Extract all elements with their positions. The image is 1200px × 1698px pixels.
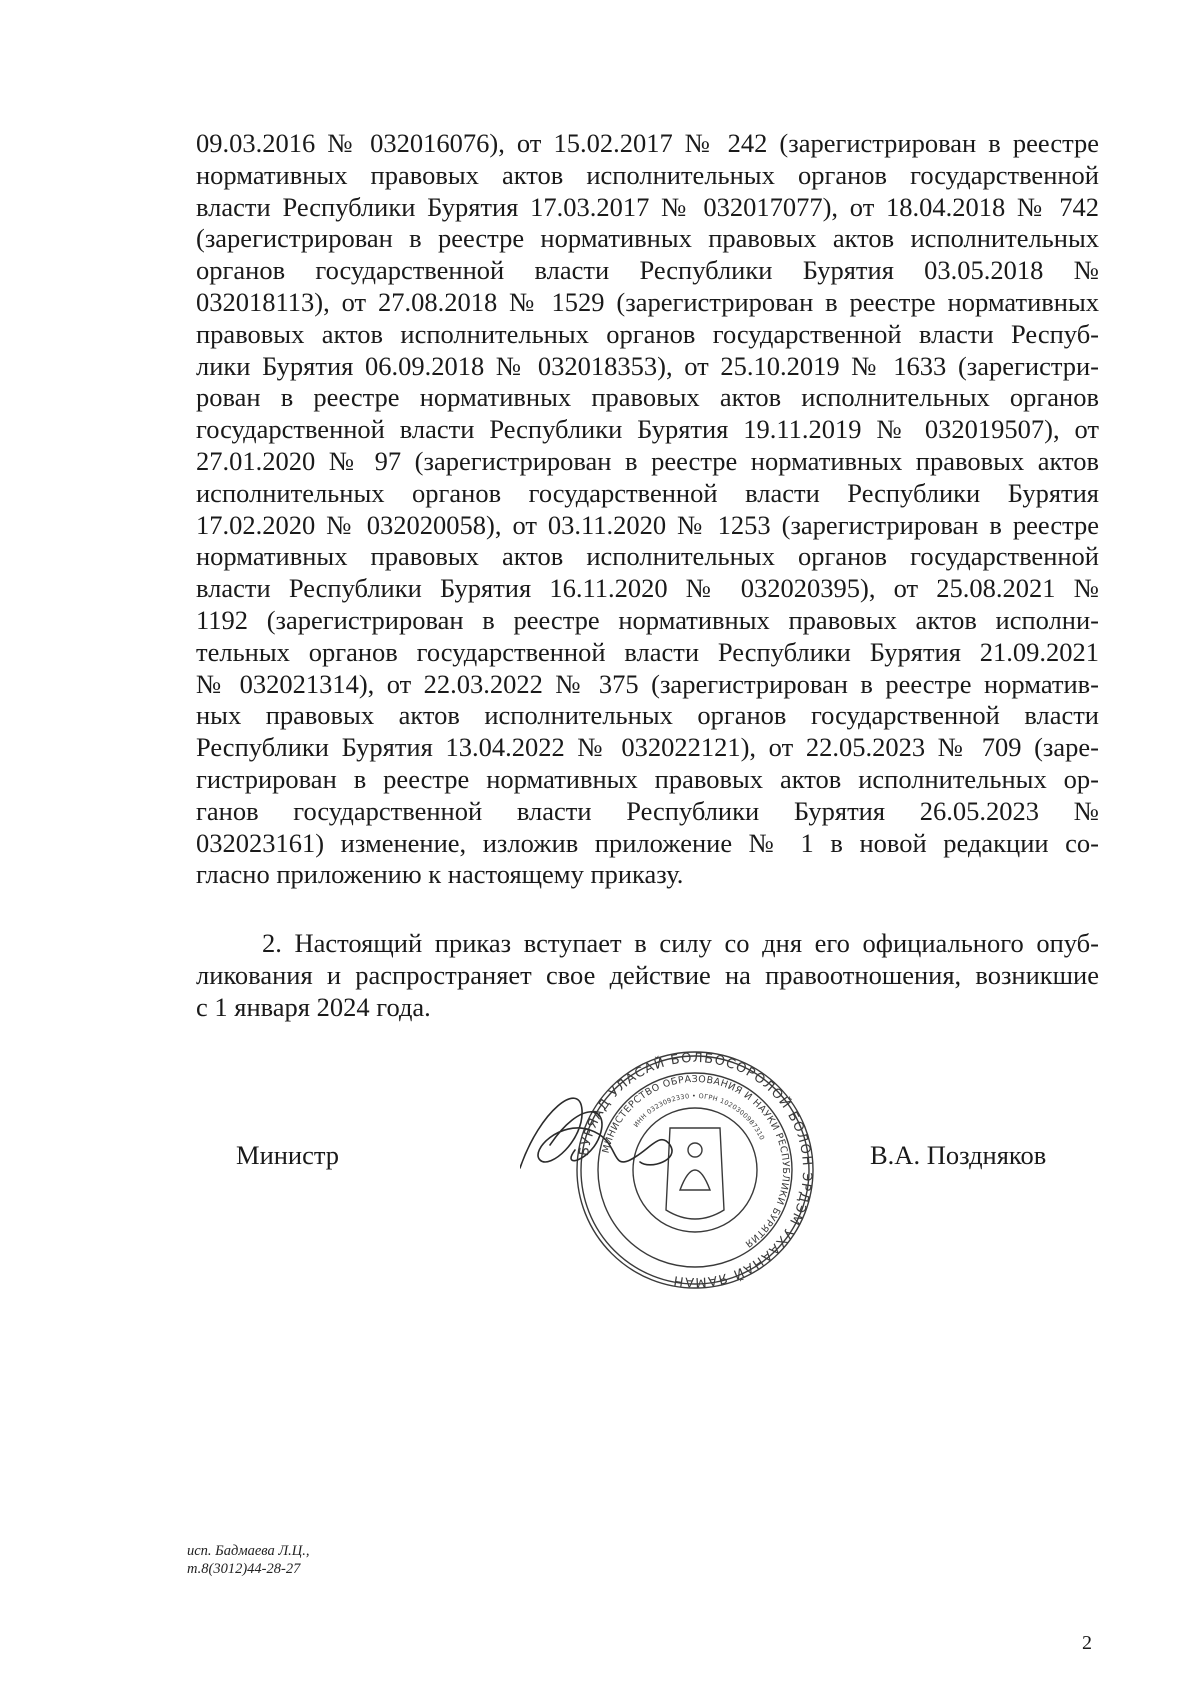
text-line: 09.03.2016 № 032016076), от 15.02.2017 № 242 (зарегистрирован в реестре <box>196 128 1099 158</box>
text-line: органов государственной власти Республики Бурятия 03.05.2018 № <box>196 255 1099 286</box>
seal-emblem-figure <box>680 1170 710 1190</box>
seal-ids-text: ИНН 0323092330 • ОГРН 1020300987310 <box>631 1091 767 1142</box>
text-line: 27.01.2020 № 97 (зарегистрирован в реестре нормативных правовых актов <box>196 445 1099 476</box>
text-line: тельных органов государственной власти Республики Бурятия 21.09.2021 <box>196 636 1099 667</box>
text-line: исполнительных органов государственной власти Республики Бурятия <box>196 477 1099 508</box>
text-line: № 032021314), от 22.03.2022 № 375 (зарегистрирован в реестре норматив- <box>196 668 1099 699</box>
seal-outer-text: БУРЯАД УЛАСАЙ БОЛБОСОРОЛОЙ БОЛОН ЭРДЭМ УХААНАЙ ЯАМАН <box>576 1050 815 1290</box>
text-line: ганов государственной власти Республики Бурятия 26.05.2023 № <box>196 795 1099 826</box>
text-line: рован в реестре нормативных правовых актов исполнительных органов <box>196 382 1099 413</box>
text-line: 2. Настоящий приказ вступает в силу со дня его официального опуб- <box>262 928 1099 958</box>
signatory-title: Министр <box>236 1140 340 1170</box>
text-line: 032023161) изменение, изложив приложение № 1 в новой редакции со- <box>196 827 1099 858</box>
seal-emblem-top <box>688 1143 702 1157</box>
executor-phone: т.8(3012)44-28-27 <box>187 1561 301 1577</box>
page-number: 2 <box>1082 1632 1092 1654</box>
text-line: нормативных правовых актов исполнительных органов государственной <box>196 159 1099 190</box>
official-seal-icon <box>520 1050 870 1290</box>
text-line: гистрирован в реестре нормативных правовых актов исполнительных ор- <box>196 763 1099 794</box>
executor-name: исп. Бадмаева Л.Ц., <box>187 1543 310 1559</box>
text-line: (зарегистрирован в реестре нормативных правовых актов исполнительных <box>196 223 1099 254</box>
text-line: гласно приложению к настоящему приказу. <box>196 859 684 890</box>
seal-and-signature <box>520 1050 870 1290</box>
text-line: 032018113), от 27.08.2018 № 1529 (зарегистрирован в реестре нормативных <box>196 286 1099 317</box>
text-line: власти Республики Бурятия 16.11.2020 № 032020395), от 25.08.2021 № <box>196 573 1099 604</box>
text-line: лики Бурятия 06.09.2018 № 032018353), от 25.10.2019 № 1633 (зарегистри- <box>196 350 1099 381</box>
text-line: 17.02.2020 № 032020058), от 03.11.2020 № 1253 (зарегистрирован в реестре <box>196 509 1099 540</box>
paragraph-amendments <box>196 128 1099 891</box>
text-line: нормативных правовых актов исполнительных органов государственной <box>196 541 1099 572</box>
text-line: власти Республики Бурятия 17.03.2017 № 032017077), от 18.04.2018 № 742 <box>196 191 1099 222</box>
text-line: с 1 января 2024 года. <box>196 991 431 1022</box>
seal-inner-text: МИНИСТЕРСТВО ОБРАЗОВАНИЯ И НАУКИ РЕСПУБЛИКИ БУРЯТИЯ <box>600 1073 792 1250</box>
text-line: правовых актов исполнительных органов государственной власти Респуб- <box>196 318 1099 349</box>
text-line: Республики Бурятия 13.04.2022 № 032022121), от 22.05.2023 № 709 (заре- <box>196 732 1099 763</box>
signatory-name: В.А. Поздняков <box>870 1140 1047 1170</box>
text-line: ных правовых актов исполнительных органов государственной власти <box>196 700 1099 731</box>
seal-emblem-shield <box>666 1128 724 1219</box>
text-line: ликования и распространяет свое действие на правоотношения, возникшие <box>196 959 1099 990</box>
text-line: государственной власти Республики Бурятия 19.11.2019 № 032019507), от <box>196 414 1099 445</box>
executor-info <box>187 1542 310 1578</box>
text-line: 1192 (зарегистрирован в реестре нормативных правовых актов исполни- <box>196 604 1099 635</box>
paragraph-effective-date <box>196 928 1099 1023</box>
